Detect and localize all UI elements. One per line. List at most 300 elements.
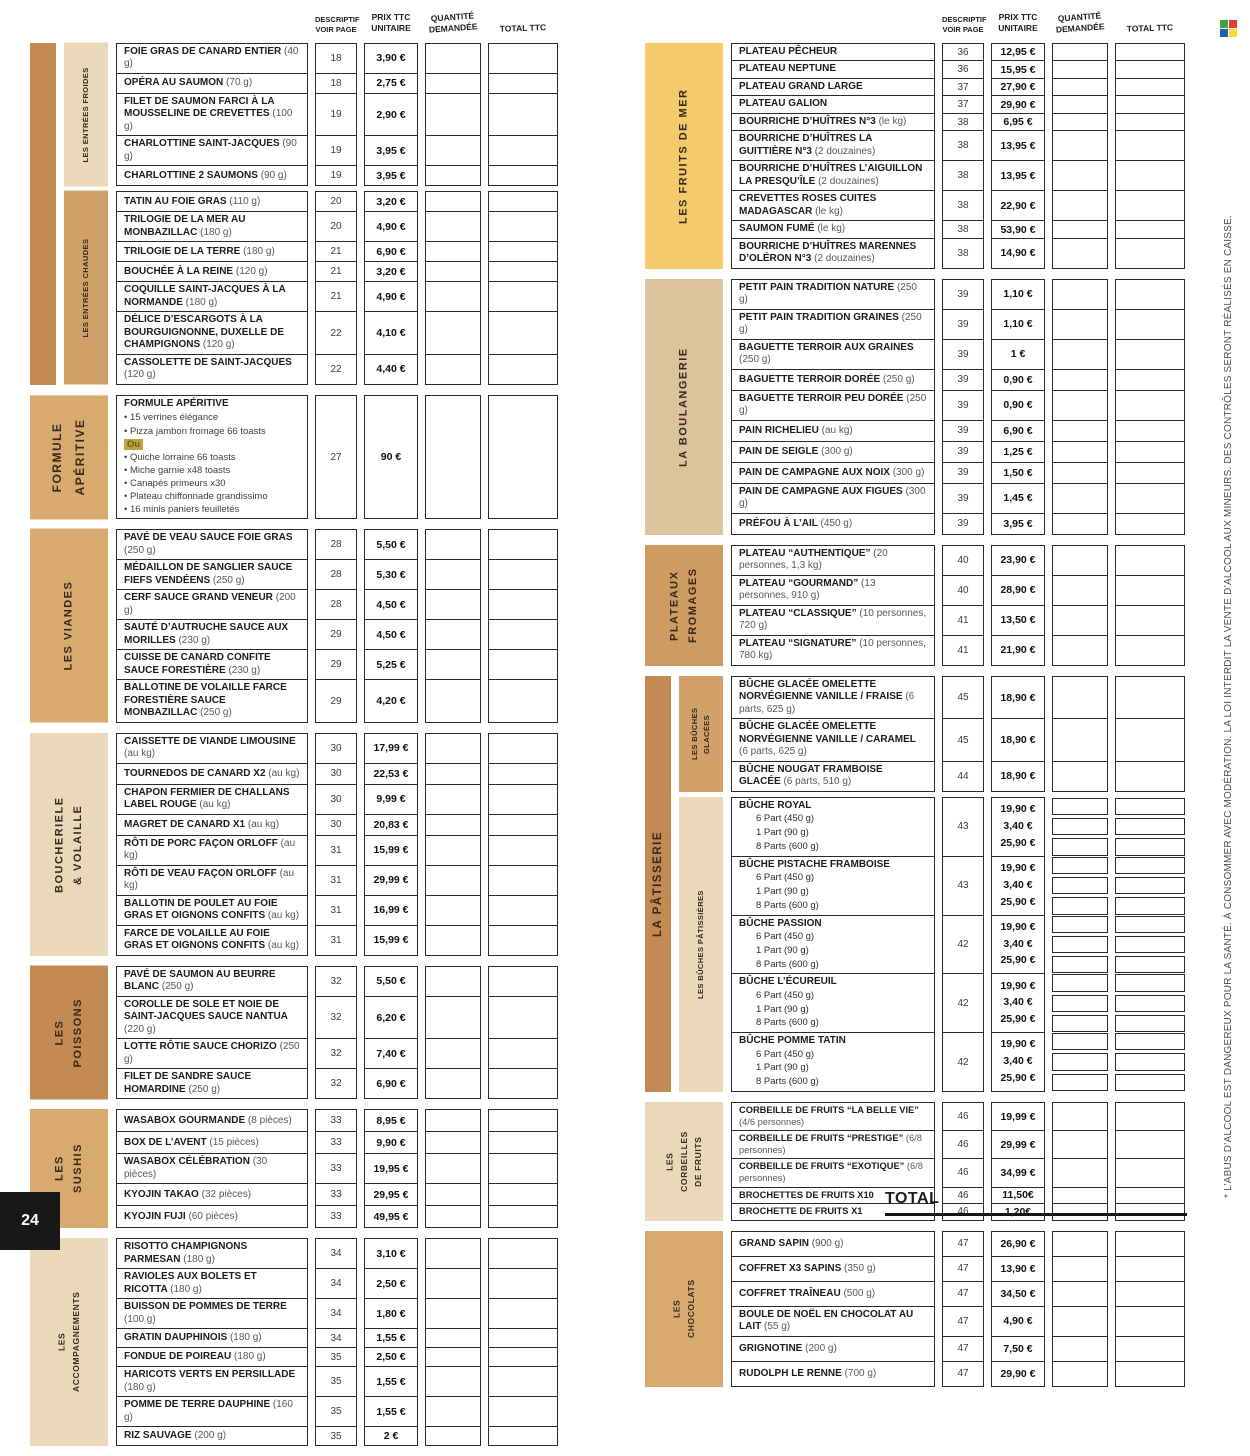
quantity-box[interactable] — [1052, 877, 1108, 894]
total-box[interactable] — [1115, 1158, 1185, 1187]
total-box[interactable] — [488, 1109, 558, 1132]
total-box[interactable] — [488, 996, 558, 1040]
quantity-box[interactable] — [1052, 1033, 1108, 1050]
page-ref: 30 — [315, 763, 357, 785]
quantity-box[interactable] — [425, 619, 481, 650]
quantity-box[interactable] — [425, 649, 481, 680]
total-box[interactable] — [1115, 1256, 1185, 1282]
quantity-box[interactable] — [425, 733, 481, 764]
quantity-box[interactable] — [425, 135, 481, 166]
quantity-box[interactable] — [425, 1347, 481, 1367]
item-cell — [731, 279, 935, 310]
total-box[interactable] — [488, 1328, 558, 1348]
item-cell — [731, 545, 935, 576]
item-detail: (6 parts, 625 g) — [739, 691, 915, 715]
quantity-box[interactable] — [1052, 995, 1108, 1012]
quantity-box[interactable] — [425, 1268, 481, 1299]
total-box[interactable] — [1115, 113, 1185, 132]
table-row — [116, 281, 558, 312]
item-name: BÛCHE L’ÉCUREUIL — [739, 976, 837, 988]
total-box[interactable] — [1115, 309, 1185, 340]
item-name: BOURRICHE D’HUÎTRES L’AIGUILLON LA PRESQU’ÎLE — [739, 163, 923, 187]
unit-price: 5,50 € — [364, 529, 418, 560]
header-quantite: QUANTITÉ DEMANDÉE — [428, 10, 478, 36]
total-box[interactable] — [488, 1068, 558, 1099]
quantity-box[interactable] — [425, 1205, 481, 1228]
quantity-box[interactable] — [1052, 43, 1108, 62]
quantity-box[interactable] — [1052, 1281, 1108, 1307]
unit-price: 15,95 € — [991, 60, 1045, 79]
quantity-box[interactable] — [1052, 676, 1108, 720]
item-name: KYOJIN TAKAO — [124, 1188, 199, 1200]
total-box[interactable] — [1115, 279, 1185, 310]
table-row — [731, 78, 1185, 97]
total-box[interactable] — [1115, 575, 1185, 606]
total-box[interactable] — [1115, 916, 1185, 933]
quantity-box[interactable] — [425, 865, 481, 896]
page-ref: 31 — [315, 865, 357, 896]
page-number: 24 — [21, 1212, 39, 1229]
total-box[interactable] — [488, 43, 558, 74]
total-box[interactable] — [488, 1238, 558, 1269]
quantity-box[interactable] — [1052, 1256, 1108, 1282]
total-box[interactable] — [1115, 160, 1185, 191]
unit-price: 4,50 € — [364, 619, 418, 650]
item-cell — [116, 1153, 308, 1184]
unit-price: 6,90 € — [364, 1068, 418, 1099]
page-ref: 20 — [315, 211, 357, 242]
total-box[interactable] — [1115, 1015, 1185, 1032]
item-detail: (15 pièces) — [209, 1136, 259, 1148]
quantity-box[interactable] — [425, 43, 481, 74]
quantity-box[interactable] — [1052, 339, 1108, 370]
total-box[interactable] — [488, 649, 558, 680]
total-box[interactable] — [488, 895, 558, 926]
quantity-box[interactable] — [425, 1328, 481, 1348]
total-box[interactable] — [488, 784, 558, 815]
item-name: BOURRICHE D’HUÎTRES N°3 — [739, 115, 876, 127]
total-box[interactable] — [488, 1347, 558, 1367]
table-row — [116, 1426, 558, 1446]
quantity-box[interactable] — [1052, 1336, 1108, 1362]
quantity-box[interactable] — [1052, 956, 1108, 973]
total-box[interactable] — [488, 1366, 558, 1397]
quantity-box[interactable] — [425, 191, 481, 212]
quantity-box[interactable] — [425, 529, 481, 560]
total-box[interactable] — [488, 165, 558, 186]
total-box[interactable] — [1115, 995, 1185, 1012]
quantity-box[interactable] — [1052, 718, 1108, 762]
item-detail: (250 g) — [124, 544, 156, 556]
item-detail: (20 personnes, 1,3 kg) — [739, 547, 888, 572]
quantity-box[interactable] — [425, 763, 481, 785]
total-box[interactable] — [1115, 761, 1185, 792]
quantity-box[interactable] — [425, 996, 481, 1040]
quantity-box[interactable] — [1052, 78, 1108, 97]
item-detail: (au kg) — [267, 940, 300, 952]
page-ref: 39 — [942, 441, 984, 463]
quantity-box[interactable] — [1052, 897, 1108, 914]
section-band-plateaux-fromages: PLATEAUX FROMAGES — [645, 545, 723, 666]
total-box[interactable] — [1115, 936, 1185, 953]
item-detail: (160 g) — [124, 1399, 293, 1423]
quantity-box[interactable] — [1052, 974, 1108, 991]
item-detail: (100 g) — [124, 1313, 156, 1325]
page-ref: 28 — [315, 589, 357, 620]
quantity-box[interactable] — [425, 559, 481, 590]
quantity-box[interactable] — [1052, 369, 1108, 391]
quantity-box[interactable] — [1052, 279, 1108, 310]
quantity-box[interactable] — [1052, 761, 1108, 792]
total-box[interactable] — [488, 619, 558, 650]
quantity-box[interactable] — [1052, 605, 1108, 636]
quantity-box[interactable] — [1052, 936, 1108, 953]
quantity-box[interactable] — [425, 784, 481, 815]
unit-price: 13,95 € — [991, 160, 1045, 191]
quantity-box[interactable] — [1052, 390, 1108, 421]
quantity-box[interactable] — [425, 1396, 481, 1427]
total-box[interactable] — [1115, 60, 1185, 79]
quantity-box[interactable] — [1052, 95, 1108, 114]
item-cell — [731, 1231, 935, 1257]
total-box[interactable] — [1115, 78, 1185, 97]
item-cell — [731, 130, 935, 161]
variant-label: 1 Part (90 g) — [756, 1003, 809, 1015]
total-box[interactable] — [1115, 956, 1185, 973]
total-box[interactable] — [1115, 220, 1185, 239]
total-box[interactable] — [488, 1205, 558, 1228]
total-box[interactable] — [488, 733, 558, 764]
quantity-box[interactable] — [425, 589, 481, 620]
quantity-box[interactable] — [1052, 483, 1108, 514]
total-box[interactable] — [1115, 1306, 1185, 1337]
total-box[interactable] — [1115, 1231, 1185, 1257]
item-cell — [116, 733, 308, 764]
total-box[interactable] — [1115, 1053, 1185, 1070]
quantity-box[interactable] — [1052, 916, 1108, 933]
quantity-box[interactable] — [1052, 113, 1108, 132]
item-detail: (230 g) — [228, 664, 261, 676]
item-name: DÉLICE D’ESCARGOTS À LA BOURGUIGNONNE, DUXELLE DE CHAMPIGNONS — [124, 314, 285, 351]
table-row — [731, 605, 1185, 636]
quantity-box[interactable] — [425, 966, 481, 997]
unit-price: 1,55 € — [364, 1366, 418, 1397]
table-row — [116, 733, 558, 764]
quantity-box[interactable] — [1052, 818, 1108, 835]
item-cell — [731, 1336, 935, 1362]
quantity-box[interactable] — [1052, 60, 1108, 79]
quantity-box[interactable] — [425, 679, 481, 723]
item-name: TOURNEDOS DE CANARD X2 — [124, 767, 266, 779]
page-ref: 39 — [942, 462, 984, 484]
item-detail: (200 g) — [124, 592, 296, 616]
quantity-box[interactable] — [425, 1109, 481, 1132]
total-box[interactable] — [488, 925, 558, 956]
quantity-box[interactable] — [425, 1183, 481, 1206]
quantity-box[interactable] — [425, 241, 481, 262]
page-ref: 39 — [942, 420, 984, 442]
total-box[interactable] — [1115, 838, 1185, 855]
quantity-box[interactable] — [1052, 857, 1108, 874]
total-box[interactable] — [488, 1183, 558, 1206]
total-box[interactable] — [1115, 857, 1185, 874]
quantity-box[interactable] — [425, 354, 481, 385]
total-box[interactable] — [1115, 897, 1185, 914]
subsection — [64, 43, 558, 187]
total-box[interactable] — [1115, 605, 1185, 636]
table-row — [116, 43, 558, 74]
rows-group — [116, 1109, 558, 1228]
table-row — [731, 369, 1185, 391]
quantity-box[interactable] — [1052, 441, 1108, 463]
item-name: POMME DE TERRE DAUPHINE — [124, 1399, 271, 1411]
quantity-box[interactable] — [425, 1153, 481, 1184]
unit-price: 9,90 € — [364, 1131, 418, 1154]
total-box[interactable] — [488, 1131, 558, 1154]
quantity-box[interactable] — [425, 1068, 481, 1099]
quantity-box[interactable] — [1052, 1102, 1108, 1131]
quantity-box[interactable] — [1052, 238, 1108, 269]
page-ref: 38 — [942, 113, 984, 132]
quantity-box[interactable] — [1052, 1306, 1108, 1337]
total-box[interactable] — [1115, 390, 1185, 421]
variant-price: 19,90 € — [1000, 1038, 1036, 1051]
quantity-box[interactable] — [425, 1131, 481, 1154]
quantity-box[interactable] — [1052, 1053, 1108, 1070]
quantity-box[interactable] — [425, 311, 481, 355]
quantity-box[interactable] — [425, 814, 481, 836]
total-box[interactable] — [1115, 420, 1185, 442]
item-detail: (au kg) — [247, 818, 280, 830]
item-cell — [116, 1328, 308, 1348]
total-box[interactable] — [488, 679, 558, 723]
item-detail: (250 g) — [161, 981, 194, 993]
quantity-box[interactable] — [1052, 420, 1108, 442]
quantity-box[interactable] — [425, 1038, 481, 1069]
total-box[interactable] — [1115, 1102, 1185, 1131]
total-box[interactable] — [488, 559, 558, 590]
quantity-box[interactable] — [425, 1426, 481, 1446]
total-box[interactable] — [1115, 1281, 1185, 1307]
quantity-box[interactable] — [425, 395, 481, 519]
total-box[interactable] — [488, 814, 558, 836]
unit-price: 4,20 € — [364, 679, 418, 723]
total-box[interactable] — [488, 529, 558, 560]
quantity-box[interactable] — [425, 1298, 481, 1329]
quantity-box[interactable] — [425, 261, 481, 282]
total-box[interactable] — [488, 589, 558, 620]
quantity-box[interactable] — [1052, 130, 1108, 161]
total-box[interactable] — [1115, 190, 1185, 221]
quantity-box[interactable] — [425, 281, 481, 312]
unit-price: 4,50 € — [364, 589, 418, 620]
total-box[interactable] — [488, 1153, 558, 1184]
unit-price: 19,95 € — [364, 1153, 418, 1184]
item-name: BALLOTIN DE POULET AU FOIE GRAS ET OIGNONS CONFITS — [124, 897, 278, 922]
page-ref: 46 — [942, 1130, 984, 1159]
item-cell — [116, 93, 308, 137]
page-ref: 29 — [315, 619, 357, 650]
total-box[interactable] — [488, 763, 558, 785]
quantity-box[interactable] — [1052, 513, 1108, 535]
total-box[interactable] — [488, 93, 558, 137]
quantity-box[interactable] — [1052, 838, 1108, 855]
item-name: PAIN DE CAMPAGNE AUX FIGUES — [739, 485, 903, 497]
quantity-box[interactable] — [425, 73, 481, 94]
quantity-box[interactable] — [425, 93, 481, 137]
total-box[interactable] — [1115, 339, 1185, 370]
total-box[interactable] — [1115, 676, 1185, 720]
unit-price: 6,95 € — [991, 113, 1045, 132]
total-box[interactable] — [1115, 1074, 1185, 1091]
total-box[interactable] — [1115, 1336, 1185, 1362]
quantity-box[interactable] — [425, 835, 481, 866]
page-ref: 19 — [315, 93, 357, 137]
total-box[interactable] — [488, 261, 558, 282]
total-box[interactable] — [488, 73, 558, 94]
total-box[interactable] — [1115, 877, 1185, 894]
table-row — [116, 1268, 558, 1299]
item-name: CORBEILLE DE FRUITS “EXOTIQUE” — [739, 1161, 905, 1172]
variant-label: 6 Part (450 g) — [756, 1048, 815, 1060]
total-box[interactable] — [1115, 369, 1185, 391]
total-box[interactable] — [488, 835, 558, 866]
unit-price: 21,90 € — [991, 635, 1045, 666]
total-box[interactable] — [488, 311, 558, 355]
item-cell — [731, 1158, 935, 1187]
total-box[interactable] — [1115, 718, 1185, 762]
item-name: CASSOLETTE DE SAINT-JACQUES — [124, 356, 292, 368]
total-box[interactable] — [488, 191, 558, 212]
total-box[interactable] — [1115, 1361, 1185, 1387]
item-name: BUISSON DE POMMES DE TERRE — [124, 1301, 287, 1313]
unit-price: 1,10 € — [991, 309, 1045, 340]
total-box[interactable] — [488, 281, 558, 312]
unit-price: 29,90 € — [991, 1361, 1045, 1387]
total-box[interactable] — [1115, 441, 1185, 463]
table-row — [731, 676, 1185, 720]
item-detail: (au kg) — [821, 424, 853, 436]
header-quantite: QUANTITÉ DEMANDÉE — [1055, 10, 1105, 36]
quantity-box[interactable] — [1052, 190, 1108, 221]
total-box[interactable] — [1115, 545, 1185, 576]
total-box[interactable] — [1115, 483, 1185, 514]
quantity-box[interactable] — [1052, 160, 1108, 191]
total-box[interactable] — [488, 1396, 558, 1427]
item-name: PAIN DE SEIGLE — [739, 445, 819, 457]
total-box[interactable] — [1115, 818, 1185, 835]
grand-total-input-line[interactable] — [939, 1190, 1187, 1213]
quantity-box[interactable] — [1052, 798, 1108, 815]
quantity-box[interactable] — [1052, 1015, 1108, 1032]
total-box[interactable] — [488, 966, 558, 997]
item-detail: (180 g) — [185, 296, 218, 308]
table-row — [116, 261, 558, 282]
item-name: OPÉRA AU SAUMON — [124, 77, 224, 89]
total-box[interactable] — [488, 1038, 558, 1069]
item-cell — [731, 1032, 935, 1092]
variant-price: 3,40 € — [1003, 937, 1033, 950]
quantity-box[interactable] — [1052, 462, 1108, 484]
rows-group — [731, 545, 1185, 666]
quantity-box[interactable] — [1052, 1231, 1108, 1257]
item-name: PETIT PAIN TRADITION GRAINES — [739, 311, 899, 323]
quantity-box[interactable] — [1052, 1074, 1108, 1091]
total-box[interactable] — [488, 1298, 558, 1329]
table-row — [116, 1298, 558, 1329]
page-ref: 37 — [942, 95, 984, 114]
formule-line: • Pizza jambon fromage 66 toasts — [124, 425, 266, 437]
item-cell — [116, 281, 308, 312]
item-detail: (200 g) — [194, 1430, 227, 1442]
total-box[interactable] — [1115, 798, 1185, 815]
quantity-box[interactable] — [1052, 545, 1108, 576]
item-detail: (100 g) — [124, 108, 293, 132]
table-row — [116, 191, 558, 212]
quantity-box[interactable] — [1052, 309, 1108, 340]
total-box[interactable] — [488, 1426, 558, 1446]
total-box[interactable] — [1115, 513, 1185, 535]
variant-price: 25,90 € — [1000, 954, 1036, 967]
table-row — [116, 895, 558, 926]
quantity-box[interactable] — [425, 1238, 481, 1269]
quantity-box[interactable] — [425, 1366, 481, 1397]
section-band-entrees — [30, 43, 56, 385]
table-row — [116, 925, 558, 956]
variant-price: 25,90 € — [1000, 895, 1036, 908]
total-box[interactable] — [1115, 1033, 1185, 1050]
rows-group — [731, 279, 1185, 535]
total-box[interactable] — [1115, 1130, 1185, 1159]
table-row — [116, 996, 558, 1040]
total-box[interactable] — [1115, 95, 1185, 114]
total-box[interactable] — [1115, 43, 1185, 62]
total-box[interactable] — [1115, 462, 1185, 484]
table-row — [731, 483, 1185, 514]
total-box[interactable] — [488, 135, 558, 166]
total-box[interactable] — [488, 211, 558, 242]
item-detail: (180 g) — [243, 245, 275, 257]
total-box[interactable] — [488, 865, 558, 896]
total-box[interactable] — [488, 1268, 558, 1299]
total-box[interactable] — [488, 241, 558, 262]
quantity-box[interactable] — [1052, 635, 1108, 666]
total-box[interactable] — [1115, 974, 1185, 991]
item-detail: (au kg) — [267, 910, 300, 922]
page-ref: 46 — [942, 1102, 984, 1131]
quantity-box[interactable] — [425, 211, 481, 242]
quantity-box[interactable] — [425, 165, 481, 186]
total-box[interactable] — [1115, 130, 1185, 161]
quantity-box[interactable] — [1052, 1361, 1108, 1387]
quantity-box[interactable] — [425, 925, 481, 956]
total-box[interactable] — [1115, 635, 1185, 666]
total-box[interactable] — [488, 354, 558, 385]
item-detail: (55 g) — [764, 1321, 791, 1333]
total-box[interactable] — [488, 395, 558, 519]
page-ref: 45 — [942, 718, 984, 762]
quantity-box[interactable] — [1052, 1130, 1108, 1159]
total-box[interactable] — [1115, 238, 1185, 269]
quantity-box[interactable] — [425, 895, 481, 926]
unit-price: 2 € — [364, 1426, 418, 1446]
quantity-box[interactable] — [1052, 575, 1108, 606]
table-row — [116, 1396, 558, 1427]
item-name: FOIE GRAS DE CANARD ENTIER — [124, 45, 282, 57]
quantity-box[interactable] — [1052, 220, 1108, 239]
table-row — [731, 43, 1185, 62]
quantity-box[interactable] — [1052, 1158, 1108, 1187]
